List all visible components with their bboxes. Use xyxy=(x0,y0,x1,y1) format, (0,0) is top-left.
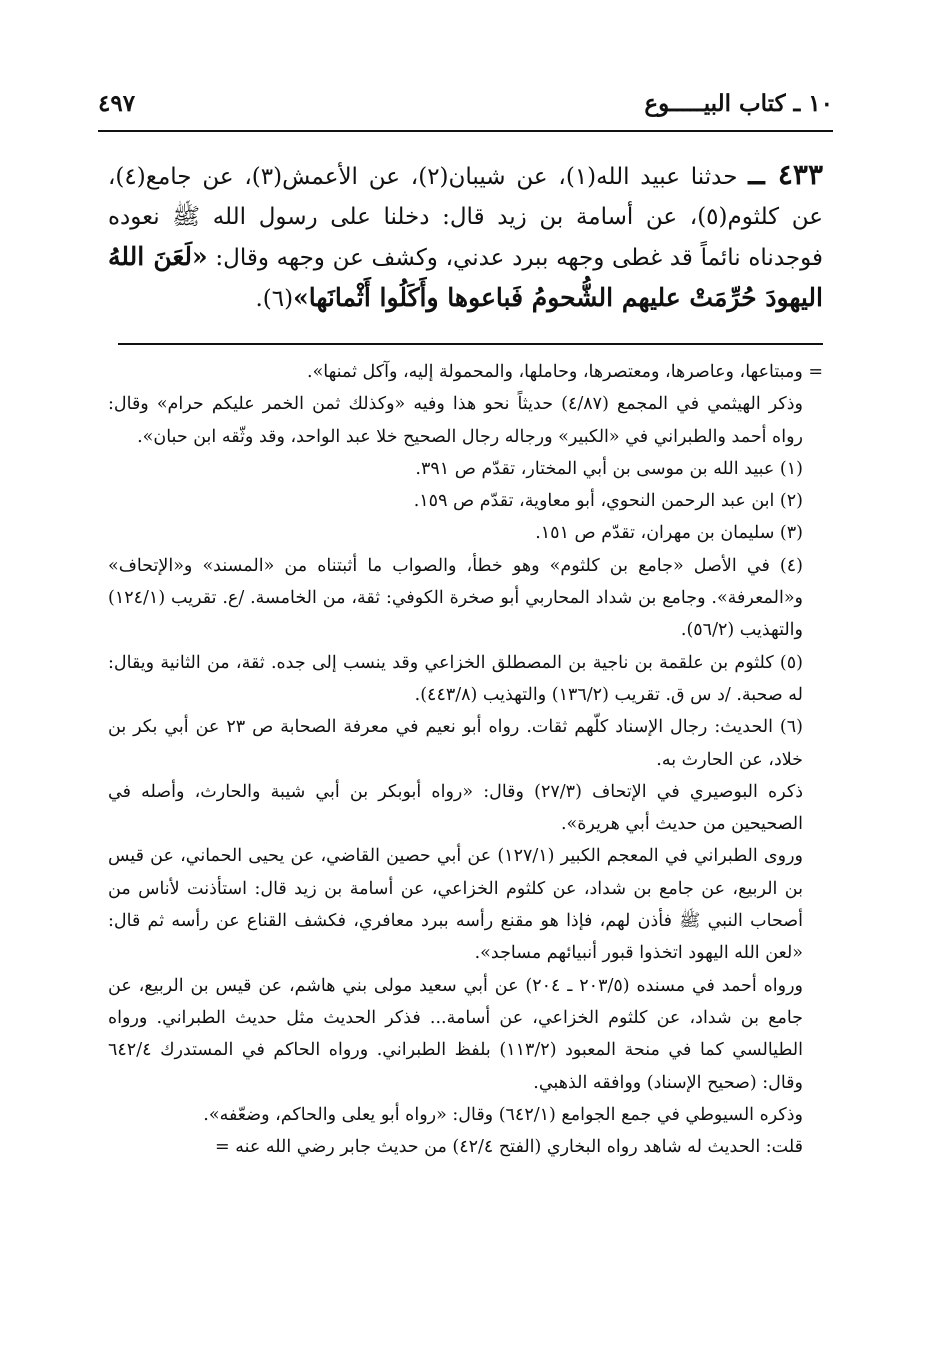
footnote-4: (٤) في الأصل «جامع بن كلثوم» وهو خطأ، والصواب ما أثبتناه من «المسند» و«الإتحاف» و«المعرفة». وجامع بن شداد المحاربي أبو صخرة الكوفي: ثقة، من الخامسة. /ع. تقريب (١٢٤/١) والتهذيب (٥٦/٢). xyxy=(108,555,803,641)
footnote-paragraph: وروى الطبراني في المعجم الكبير (١٢٧/١) عن أبي حصين القاضي، عن يحيى الحماني، عن قيس بن الربيع، عن جامع بن شداد، عن كلثوم الخزاعي، عن أسامة بن زيد قال: استأذنت لأناس من أصحاب النبي ﷺ فأذن لهم، فإذا هو مقنع رأسه ببرد معافري، فكشف القناع عن رأسه ثم قال: «لعن الله اليهود اتخذوا قبور أنبيائهم مساجد». xyxy=(108,846,803,964)
footnote-divider xyxy=(118,343,823,345)
footnote-paragraph: وذكر الهيثمي في المجمع (٤/٨٧) حديثاً نحو هذا وفيه «وكذلك ثمن الخمر عليكم حرام» وقال: رواه أحمد والطبراني في «الكبير» ورجاله رجال الصحيح خلا عبد الواحد، وقد وثّقه ابن حبان». xyxy=(108,394,804,447)
footnote-2: (٢) ابن عبد الرحمن النحوي، أبو معاوية، تقدّم ص ١٥٩. xyxy=(413,491,803,512)
page-number: ٤٩٧ xyxy=(98,90,136,117)
hadith-number: ٤٣٣ ــ xyxy=(748,158,824,191)
hadith-quote: «لَعَنَ اللهُ اليهودَ حُرِّمَتْ عليهم الشُّحومُ فَباعوها وأَكَلُوا أَثْمانَها» xyxy=(108,242,823,312)
footnote-continuation: = ومبتاعها، وعاصرها، ومعتصرها، وحاملها، والمحمولة إليه، وآكل ثمنها». xyxy=(307,362,823,382)
footnote-3: (٣) سليمان بن مهران، تقدّم ص ١٥١. xyxy=(535,523,803,544)
footnote-5: (٥) كلثوم بن علقمة بن ناجية بن المصطلق الخزاعي وقد ينسب إلى جده. ثقة، من الثانية ويقال: له صحبة. /د س ق. تقريب (١٣٦/٢) والتهذيب (٤٤٣/٨). xyxy=(108,652,803,705)
footnote-paragraph: وذكره السيوطي في جمع الجوامع (٦٤٢/١) وقال: «رواه أبو يعلى والحاكم، وضعّفه». xyxy=(203,1104,803,1125)
header-divider xyxy=(98,130,833,132)
footnote-paragraph: ورواه أحمد في مسنده (٢٠٣/٥ ـ ٢٠٤) عن أبي سعيد مولى بني هاشم، عن قيس بن الربيع، عن جامع بن شداد، عن كلثوم الخزاعي، عن أسامة... فذكر الحديث مثل حديث الطبراني. ورواه الطيالسي كما في منحة المعبود (١١٣/٢) بلفظ الطبراني. ورواه الحاكم في المستدرك ٦٤٢/٤ وقال: (صحيح الإسناد) ووافقه الذهبي. xyxy=(108,975,803,1093)
footnote-6: (٦) الحديث: رجال الإسناد كلّهم ثقات. رواه أبو نعيم في معرفة الصحابة ص ٢٣ عن أبي بكر بن خلاد، عن الحارث به. xyxy=(108,717,803,770)
footnote-paragraph: قلت: الحديث له شاهد رواه البخاري (الفتح ٤٢/٤) من حديث جابر رضي الله عنه = xyxy=(214,1137,803,1158)
footnotes xyxy=(108,356,823,1163)
main-text xyxy=(108,155,823,319)
hadith-text-part-1: حدثنا عبيد الله(١)، عن شيبان(٢)، عن الأعمش(٣)، عن جامع(٤)، عن كلثوم(٥)، عن أسامة بن زيد قال: دخلنا على رسول الله ﷺ نعوده فوجدناه نائماً قد غطى وجهه ببرد عدني، وكشف عن وجهه وقال: xyxy=(108,164,824,271)
footnote-1: (١) عبيد الله بن موسى بن أبي المختار، تقدّم ص ٣٩١. xyxy=(415,458,803,479)
hadith-text-part-2: (٦). xyxy=(255,286,294,312)
footnote-paragraph: ذكره البوصيري في الإتحاف (٢٧/٣) وقال: «رواه أبوبكر بن أبي شيبة والحارث، وأصله في الصحيحين من حديث أبي هريرة». xyxy=(108,781,803,835)
page-header xyxy=(98,88,833,124)
running-title: ١٠ ـ كتاب البيـــــوع xyxy=(644,90,833,117)
